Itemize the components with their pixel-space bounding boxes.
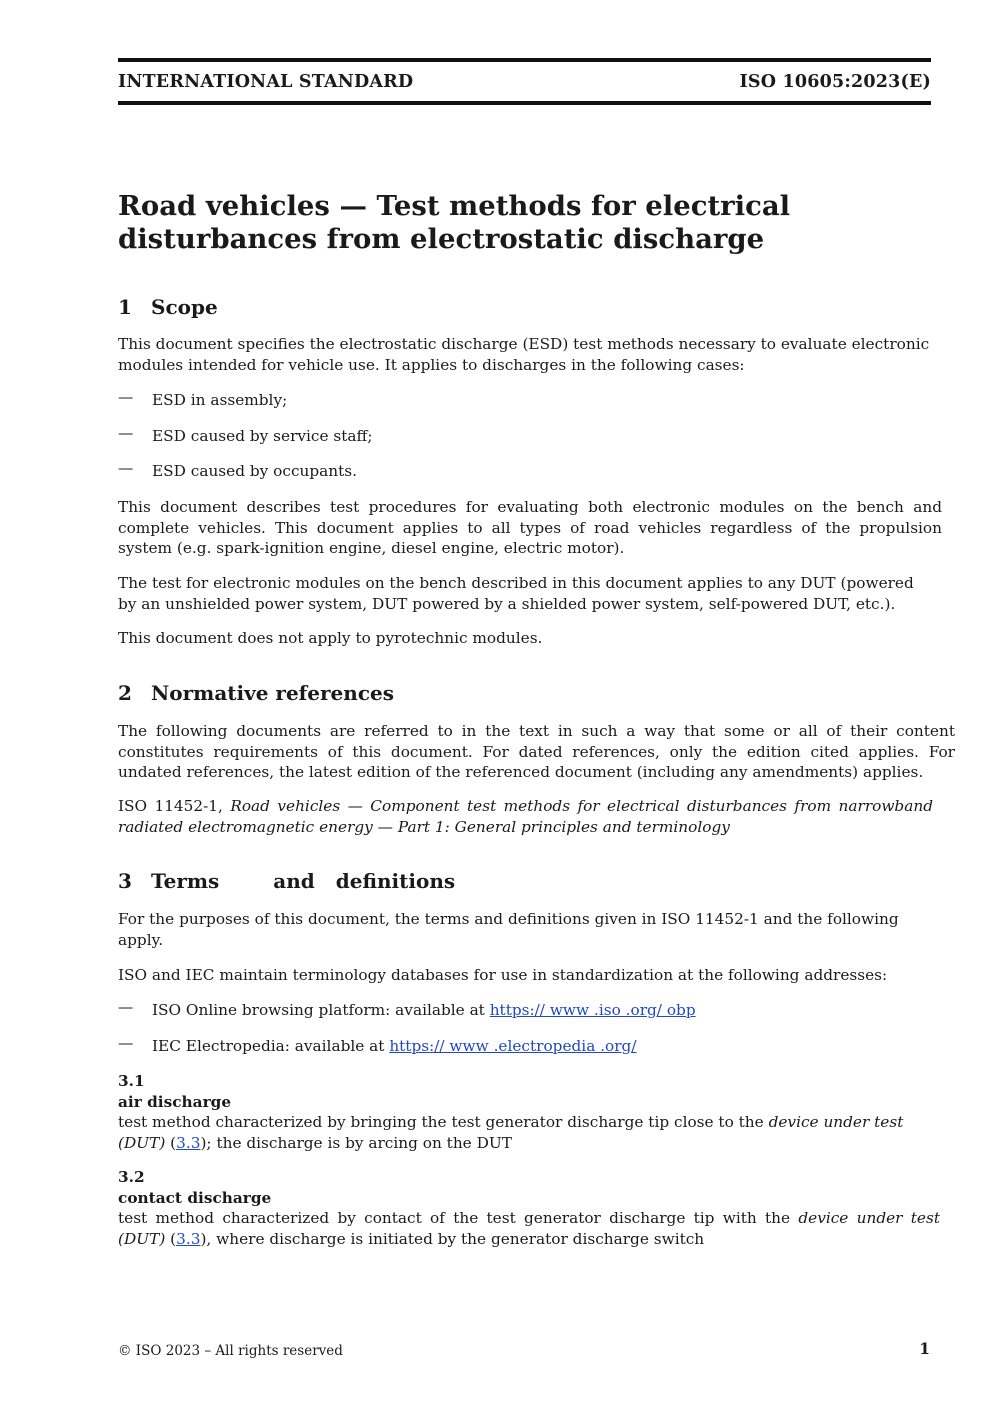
database-item xyxy=(118,1036,637,1057)
scope-intro: This document specifies the electrostatic discharge (ESD) test methods necessary to evaluate electronic modules intended for vehicle use. It applies to discharges in the following cases: xyxy=(118,335,930,374)
term-number: 3.1 xyxy=(118,1072,145,1090)
term-name: contact discharge xyxy=(118,1189,272,1207)
section-2-heading xyxy=(118,680,394,706)
scope-paragraph-2: This document describes test procedures for evaluating both electronic modules on the bench and complete vehicles. This document applies to all types of road vehicles regardless of the propulsion system (e.g. spark-ignition engine, diesel engine, electric motor). xyxy=(118,498,942,557)
definition-paren: ( xyxy=(165,1229,177,1248)
section-number: 2 xyxy=(118,681,132,705)
database-label: ISO Online browsing platform: available at xyxy=(152,1001,490,1019)
terms-databases-intro: ISO and IEC maintain terminology databases for use in standardization at the following addresses: xyxy=(118,966,888,984)
scope-case-text: ESD in assembly; xyxy=(152,391,288,409)
section-title: Normative references xyxy=(151,681,394,705)
header-standard-label: INTERNATIONAL STANDARD xyxy=(118,72,414,92)
definition-term-reference: device under test (DUT) xyxy=(118,1209,940,1248)
bullet-dash: — xyxy=(118,1034,134,1052)
scope-case-item xyxy=(118,426,373,447)
reference-title: Road vehicles — Component test methods for electrical disturbances from narrowband radiated electromagnetic energy — Part 1: General principles and terminology xyxy=(118,797,933,836)
term-definition xyxy=(118,1112,918,1153)
section-title-word: definitions xyxy=(335,869,456,893)
term-definition xyxy=(118,1208,940,1249)
header-top-rule xyxy=(118,58,931,62)
term-3-3-link[interactable]: 3.3 xyxy=(176,1229,201,1248)
definition-term-reference: device under test (DUT) xyxy=(118,1113,904,1152)
definition-paren: ( xyxy=(165,1133,177,1152)
bullet-dash: — xyxy=(118,388,134,406)
bullet-dash: — xyxy=(118,998,134,1016)
definition-text: test method characterized by contact of the test generator discharge tip with the xyxy=(118,1209,799,1227)
section-title-word: Terms xyxy=(151,869,220,893)
bullet-dash: — xyxy=(118,459,134,477)
normative-intro: The following documents are referred to in the text in such a way that some or all of their content constitutes requirements of this document. For dated references, only the edition cited applies. For undated references, the latest edition of the referenced document (including any amendments) applies. xyxy=(118,722,955,781)
section-number: 1 xyxy=(118,295,132,319)
scope-case-item xyxy=(118,390,287,411)
iso-obp-link[interactable]: https:// www .iso .org/ obp xyxy=(489,1001,696,1019)
terms-intro: For the purposes of this document, the terms and definitions given in ISO 11452-1 and the following apply. xyxy=(118,910,899,949)
database-item xyxy=(118,1000,696,1021)
document-title: Road vehicles — Test methods for electrical disturbances from electrostatic discharge xyxy=(118,190,791,255)
definition-text: test method characterized by bringing the test generator discharge tip close to the xyxy=(118,1113,769,1131)
section-title-word: and xyxy=(273,869,315,893)
page-number: 1 xyxy=(919,1339,930,1358)
scope-paragraph-4: This document does not apply to pyrotechnic modules. xyxy=(118,629,543,647)
normative-reference-item xyxy=(118,796,933,837)
database-label: IEC Electropedia: available at xyxy=(152,1037,390,1055)
section-title: Scope xyxy=(151,295,218,319)
term-number: 3.2 xyxy=(118,1168,145,1186)
electropedia-link[interactable]: https:// www .electropedia .org/ xyxy=(389,1037,637,1055)
section-number: 3 xyxy=(118,869,132,893)
definition-text: ), where discharge is initiated by the generator discharge switch xyxy=(200,1229,705,1248)
section-3-heading xyxy=(118,868,455,894)
header-bottom-rule xyxy=(118,101,931,105)
definition-text: ); the discharge is by arcing on the DUT xyxy=(200,1133,512,1152)
scope-case-text: ESD caused by occupants. xyxy=(152,462,357,480)
section-1-heading xyxy=(118,294,218,320)
scope-case-text: ESD caused by service staff; xyxy=(152,427,373,445)
term-name: air discharge xyxy=(118,1093,232,1111)
scope-case-item xyxy=(118,461,357,482)
footer-copyright: © ISO 2023 – All rights reserved xyxy=(118,1343,343,1359)
reference-code: ISO 11452-1, xyxy=(118,797,223,815)
term-3-3-link[interactable]: 3.3 xyxy=(176,1133,201,1152)
header-standard-number: ISO 10605:2023(E) xyxy=(739,72,931,92)
scope-paragraph-3: The test for electronic modules on the bench described in this document applies to any DUT (powered by an unshielded power system, DUT powered by a shielded power system, self-powered DUT, etc.). xyxy=(118,574,914,613)
bullet-dash: — xyxy=(118,424,134,442)
